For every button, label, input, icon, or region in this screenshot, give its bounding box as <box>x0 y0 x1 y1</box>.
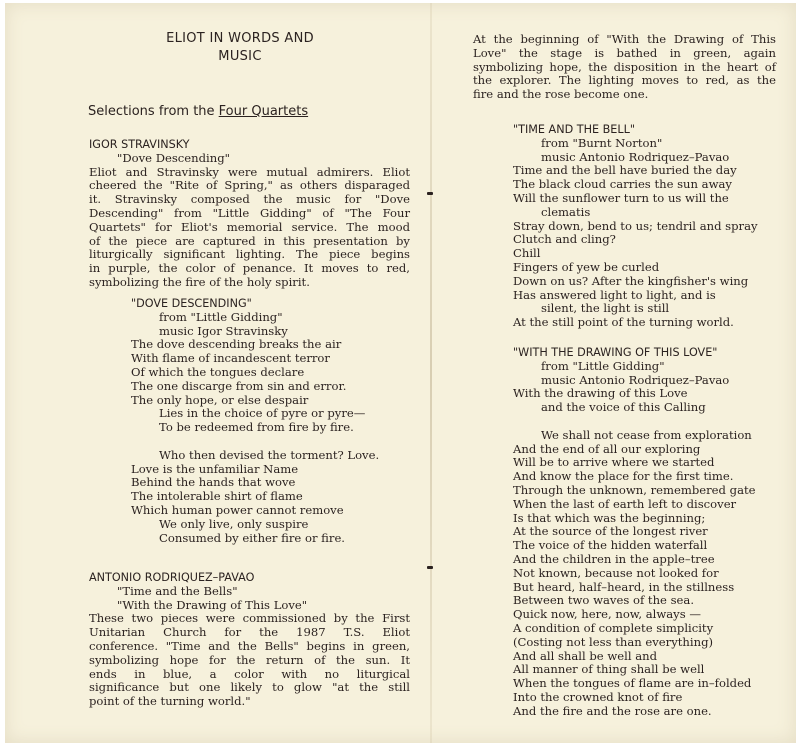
pavao-section <box>89 571 410 709</box>
drawing-of-this-love-poem <box>513 346 756 719</box>
title-line: WORDS AND MUSIC <box>218 31 314 64</box>
para-line: of the piece are captured in this presentation by <box>89 233 410 248</box>
poem-source: from "Little Gidding" <box>159 309 283 324</box>
poem-line: Of which the tongues declare <box>131 364 305 379</box>
poem-line: When the last of earth left to discover <box>513 496 737 511</box>
poem-line: And the children in the apple–tree <box>513 551 715 566</box>
poem-line: clematis <box>541 204 591 219</box>
lighting-intro <box>473 33 776 102</box>
poem-line: silent, the light is still <box>541 301 670 316</box>
para-line: fire and the rose become one. <box>473 87 649 102</box>
para-line: the explorer. The lighting moves to red, as the <box>473 73 776 88</box>
para-line: Descending" from "Little Gidding" of "The Four <box>89 205 410 220</box>
poem-source: from "Burnt Norton" <box>541 135 663 150</box>
fold-mark-bottom <box>427 566 433 569</box>
poem-music: music Antonio Rodriquez–Pavao <box>541 372 730 387</box>
para-line: significance but one likely to glow "at the still <box>89 680 410 695</box>
time-and-the-bell-poem <box>513 123 758 330</box>
composer-name: IGOR STRAVINSKY <box>89 138 190 151</box>
poem-line: Between two waves of the sea. <box>513 593 695 608</box>
poem-heading: "TIME AND THE BELL" <box>513 123 635 136</box>
poem-line: Love is the unfamiliar Name <box>131 461 299 476</box>
stravinsky-section <box>89 138 410 290</box>
para-line: liturgically significant lighting. The piece begins <box>89 247 410 262</box>
poem-line: All manner of thing shall be well <box>513 662 705 677</box>
work-title: "With the Drawing of This Love" <box>117 597 308 612</box>
poem-line: With flame of incandescent terror <box>131 351 330 366</box>
poem-line: Will the sunflower turn to us will the <box>513 190 729 205</box>
poem-line: (Costing not less than everything) <box>513 634 714 649</box>
poem-line: Not known, because not looked for <box>513 565 719 580</box>
poem-heading: "DOVE DESCENDING" <box>131 297 252 310</box>
poem-line: Which human power cannot remove <box>131 502 344 517</box>
stanza-gap <box>131 435 379 449</box>
poem-line: And the fire and the rose are one. <box>513 703 712 718</box>
poem-line: Quick now, here, now, always — <box>513 607 701 622</box>
poem-music: music Igor Stravinsky <box>159 323 288 338</box>
stanza-gap <box>513 415 756 429</box>
para-line: Eliot and Stravinsky were mutual admirers. Eliot <box>89 164 410 179</box>
selections-prefix: Selections from the <box>88 104 219 119</box>
para-line: These two pieces were commissioned by the First <box>89 611 410 626</box>
poem-line: To be redeemed from fire by fire. <box>159 420 354 435</box>
poem-line: Lies in the choice of pyre or pyre— <box>159 406 366 421</box>
para-line: point of the turning world." <box>89 694 251 709</box>
para-line: symbolizing the fire of the holy spirit. <box>89 274 310 289</box>
para-line: it. Stravinsky composed the music for "Dove <box>89 192 410 207</box>
para-line: Unitarian Church for the 1987 T.S. Eliot <box>89 625 410 640</box>
poem-line: At the still point of the turning world. <box>513 315 734 330</box>
poem-line: Into the crowned knot of fire <box>513 689 683 704</box>
selections-underlined: Four Quartets <box>218 104 309 119</box>
para-line: symbolizing hope, the disposition in the heart of <box>473 59 776 74</box>
poem-line: The intolerable shirt of flame <box>131 489 303 504</box>
poem-line: Fingers of yew be curled <box>513 259 660 274</box>
poem-line: We only live, only suspire <box>159 516 309 531</box>
poem-line: The voice of the hidden waterfall <box>513 538 708 553</box>
para-line: ends in blue, a color with no liturgical <box>89 666 410 681</box>
poem-heading: "WITH THE DRAWING OF THIS LOVE" <box>513 346 718 359</box>
para-line: conference. "Time and the Bells" begins in green, <box>89 638 410 653</box>
poem-line: Through the unknown, remembered gate <box>513 482 756 497</box>
para-line: Quartets" for Eliot's memorial service. The mood <box>89 219 410 234</box>
poem-line: At the source of the longest river <box>513 524 708 539</box>
poem-line: But heard, half–heard, in the stillness <box>513 579 735 594</box>
poem-line: The one discarge from sin and error. <box>131 378 347 393</box>
poem-music: music Antonio Rodriquez–Pavao <box>541 149 730 164</box>
poem-line: We shall not cease from exploration <box>541 427 752 442</box>
para-line: Love" the stage is bathed in green, again <box>473 45 776 60</box>
para-line: cheered the "Rite of Spring," as others disparaged <box>89 178 410 193</box>
poem-line: Chill <box>513 246 541 261</box>
poem-line: And all shall be well and <box>513 648 658 663</box>
poem-line: Will be to arrive where we started <box>513 455 715 470</box>
program-title <box>160 30 320 66</box>
poem-line: The black cloud carries the sun away <box>513 177 732 192</box>
dove-descending-poem <box>131 297 379 545</box>
selections-heading <box>88 104 308 119</box>
composer-name: ANTONIO RODRIQUEZ–PAVAO <box>89 571 255 584</box>
poem-line: and the voice of this Calling <box>541 400 706 415</box>
poem-line: Who then devised the torment? Love. <box>159 447 380 462</box>
center-fold <box>430 3 432 743</box>
poem-line: Consumed by either fire or fire. <box>159 530 345 545</box>
poem-line: Time and the bell have buried the day <box>513 163 737 178</box>
poem-line: A condition of complete simplicity <box>513 620 714 635</box>
poem-line: With the drawing of this Love <box>513 386 688 401</box>
para-line: in purple, the color of penance. It moves to red, <box>89 261 410 276</box>
poem-line: The dove descending breaks the air <box>131 337 342 352</box>
work-title: "Dove Descending" <box>117 150 230 165</box>
poem-source: from "Little Gidding" <box>541 358 665 373</box>
poem-line: Clutch and cling? <box>513 232 616 247</box>
poem-line: When the tongues of flame are in–folded <box>513 676 752 691</box>
fold-mark-top <box>427 192 433 195</box>
poem-line: Down on us? After the kingfisher's wing <box>513 273 749 288</box>
para-line: symbolizing hope for the return of the sun. It <box>89 652 410 667</box>
title-line: IN <box>209 31 224 46</box>
work-title: "Time and the Bells" <box>117 583 238 598</box>
poem-line: And the end of all our exploring <box>513 441 701 456</box>
poem-line: Behind the hands that wove <box>131 475 296 490</box>
poem-line: Has answered light to light, and is <box>513 287 716 302</box>
para-line: At the beginning of "With the Drawing of This <box>473 32 776 46</box>
poem-line: And know the place for the first time. <box>513 469 734 484</box>
poem-line: Is that which was the beginning; <box>513 510 706 525</box>
poem-line: The only hope, or else despair <box>131 392 309 407</box>
title-line: ELIOT <box>166 31 206 46</box>
poem-line: Stray down, bend to us; tendril and spray <box>513 218 758 233</box>
